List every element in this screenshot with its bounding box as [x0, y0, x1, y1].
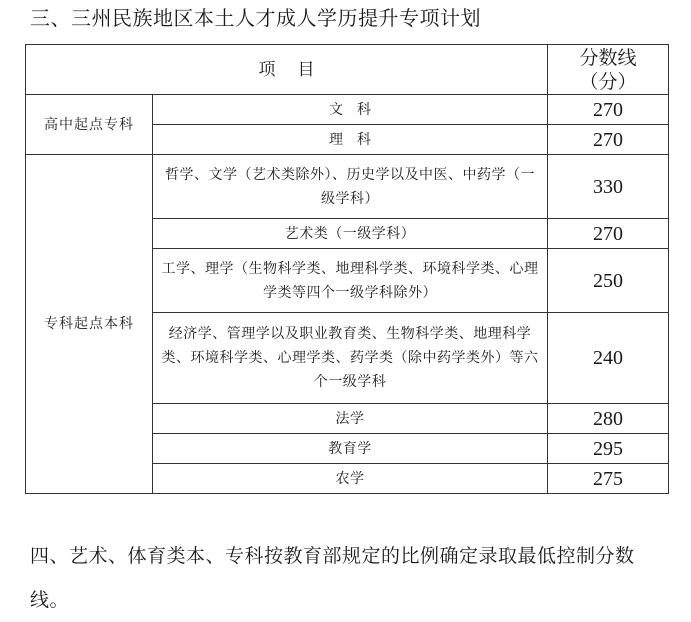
header-item: 项目	[26, 45, 548, 95]
score-cell: 295	[548, 434, 669, 464]
score-table	[25, 44, 669, 494]
score-cell: 270	[548, 219, 669, 249]
score-cell: 270	[548, 95, 669, 125]
score-cell: 330	[548, 155, 669, 219]
header-score	[548, 45, 669, 95]
score-cell: 270	[548, 125, 669, 155]
group-cell: 专科起点本科	[26, 155, 153, 494]
group-cell: 高中起点专科	[26, 95, 153, 155]
subject-cell: 工学、理学（生物科学类、地理科学类、环境科学类、心理学类等四个一级学科除外）	[153, 249, 548, 313]
header-score-unit: （分）	[579, 70, 637, 93]
score-cell: 280	[548, 404, 669, 434]
subject-cell: 文科	[153, 95, 548, 125]
section-paragraph: 四、艺术、体育类本、专科按教育部规定的比例确定录取最低控制分数线。	[30, 545, 635, 611]
table-header-row	[26, 45, 669, 95]
subject-cell: 艺术类（一级学科）	[153, 219, 548, 249]
subject-cell: 教育学	[153, 434, 548, 464]
section-title: 三、三州民族地区本土人才成人学历提升专项计划	[30, 6, 481, 30]
subject-cell: 哲学、文学（艺术类除外）、历史学以及中医、中药学（一级学科）	[153, 155, 548, 219]
subject-cell: 经济学、管理学以及职业教育类、生物科学类、地理科学类、环境科学类、心理学类、药学类（除中药学类外）等六个一级学科	[153, 313, 548, 404]
header-score-label: 分数线	[579, 46, 637, 69]
score-cell: 240	[548, 313, 669, 404]
score-cell: 250	[548, 249, 669, 313]
subject-cell: 法学	[153, 404, 548, 434]
table-row	[26, 155, 669, 219]
table-row	[26, 95, 669, 125]
subject-cell: 理科	[153, 125, 548, 155]
subject-cell: 农学	[153, 464, 548, 494]
score-cell: 275	[548, 464, 669, 494]
